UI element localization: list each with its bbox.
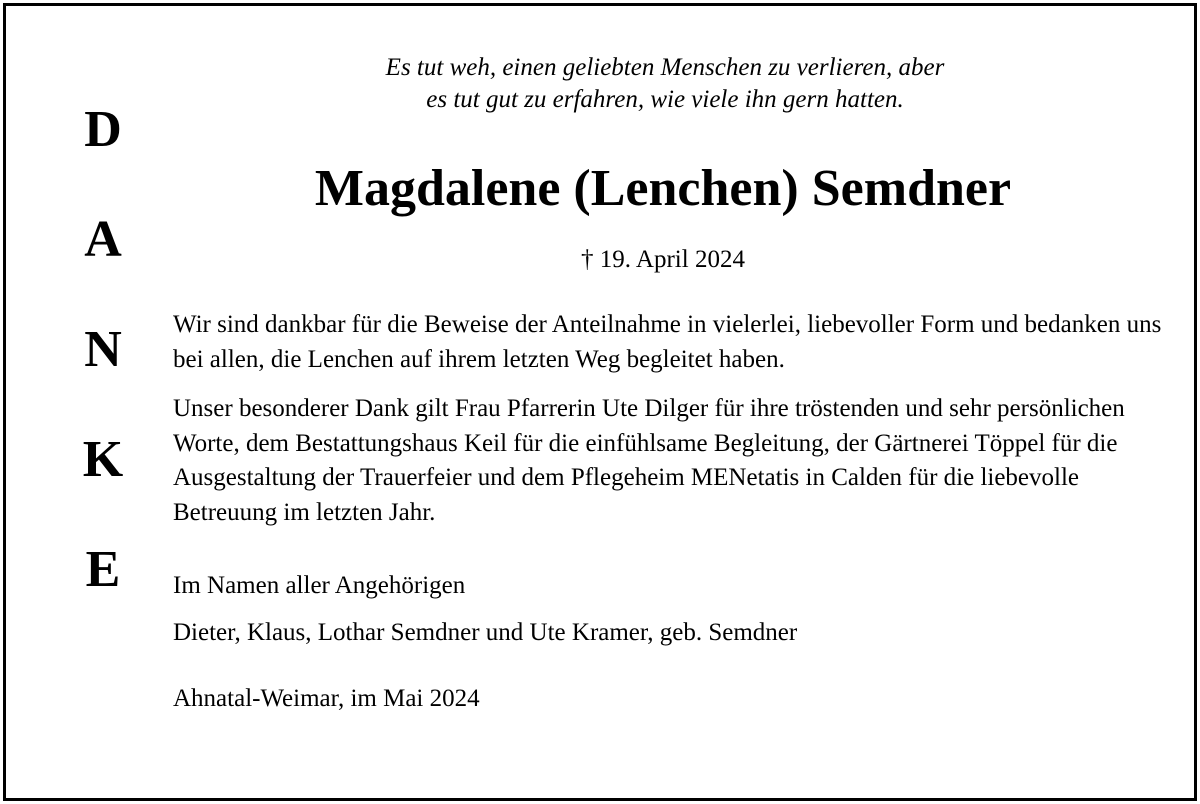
memorial-quote [290,52,1040,116]
death-date: † 19. April 2024 [581,246,745,273]
danke-letter-d: D [84,101,122,158]
danke-vertical-word [0,0,200,804]
danke-letter-e: E [85,541,121,598]
quote-line-1: Es tut weh, einen geliebten Menschen zu verlieren, aber [385,54,945,81]
thanks-paragraph-2: Unser besonderer Dank gilt Frau Pfarrerin Ute Dilger für ihre tröstenden und sehr persönlichen Worte, dem Bestattungshaus Keil für die einfühlsame Begleitung, der Gärtnerei Töppel für die Ausgestaltung der Trauerfeier und dem Pflegeheim MENetatis in Calden für die liebevolle Betreuung im letzten Jahr. [173,395,1125,526]
danke-letter-a: A [84,211,122,268]
place-date-line: Ahnatal-Weimar, im Mai 2024 [173,685,480,712]
danke-letter-n: N [84,321,122,378]
quote-line-2: es tut gut zu erfahren, wie viele ihn gern hatten. [426,86,904,113]
signatories-line: Dieter, Klaus, Lothar Semdner und Ute Kramer, geb. Semdner [173,619,798,646]
thanks-paragraph-1: Wir sind dankbar für die Beweise der Anteilnahme in vielerlei, liebevoller Form und bedanken uns bei allen, die Lenchen auf ihrem letzten Weg begleitet haben. [173,311,1162,373]
deceased-name: Magdalene (Lenchen) Semdner [314,160,1012,217]
danke-letter-k: K [82,431,124,488]
on-behalf-line: Im Namen aller Angehörigen [173,572,466,599]
